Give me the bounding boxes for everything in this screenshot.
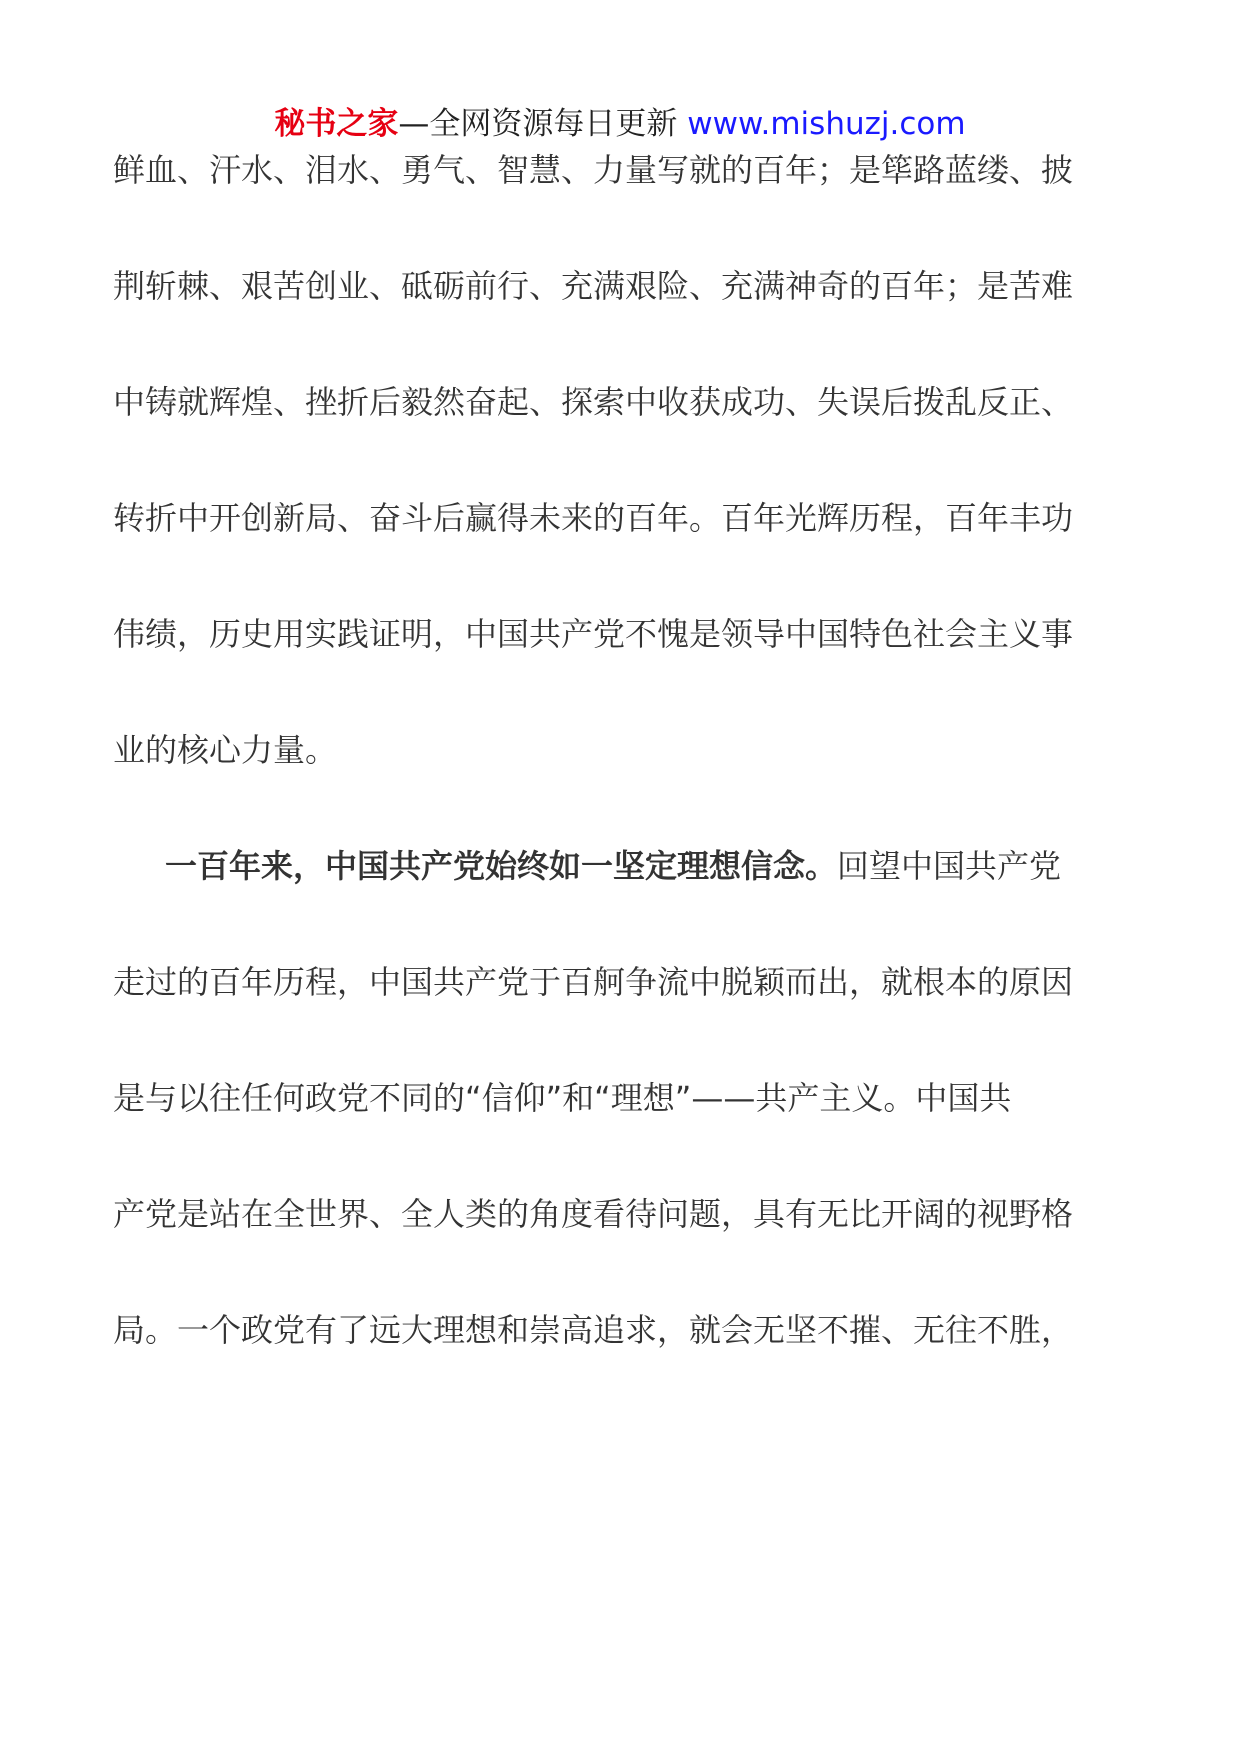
paragraph-line: 产党是站在全世界、全人类的角度看待问题，具有无比开阔的视野格 (113, 1195, 1074, 1233)
paragraph-line: 中铸就辉煌、挫折后毅然奋起、探索中收获成功、失误后拨乱反正、 (113, 383, 1074, 421)
paragraph-line: 鲜血、汗水、泪水、勇气、智慧、力量写就的百年；是筚路蓝缕、披 (113, 151, 1074, 189)
paragraph-lead-sentence: 一百年来，中国共产党始终如一坚定理想信念。 (165, 847, 838, 885)
paragraph-line: 局。一个政党有了远大理想和崇高追求，就会无坚不摧、无往不胜， (113, 1311, 1074, 1349)
paragraph-line: 转折中开创新局、奋斗后赢得未来的百年。百年光辉历程，百年丰功 (113, 499, 1074, 537)
paragraph-line: 走过的百年历程，中国共产党于百舸争流中脱颖而出，就根本的原因 (113, 963, 1074, 1001)
paragraph-line: 伟绩，历史用实践证明，中国共产党不愧是领导中国特色社会主义事 (113, 615, 1074, 653)
paragraph-line: 业的核心力量。 (113, 731, 338, 769)
brand-name: 秘书之家 (274, 106, 399, 142)
paragraph-line: 荆斩棘、艰苦创业、砥砺前行、充满艰险、充满神奇的百年；是苦难 (113, 267, 1074, 305)
paragraph-first-line (113, 844, 1185, 888)
site-url-link[interactable]: www.mishuzj.com (687, 106, 966, 142)
header-tagline: —全网资源每日更新 (398, 106, 678, 142)
site-header (0, 102, 1240, 146)
paragraph-line-rest: 回望中国共产党 (837, 847, 1062, 885)
paragraph-line: 是与以往任何政党不同的“信仰”和“理想”——共产主义。中国共 (113, 1079, 1012, 1117)
